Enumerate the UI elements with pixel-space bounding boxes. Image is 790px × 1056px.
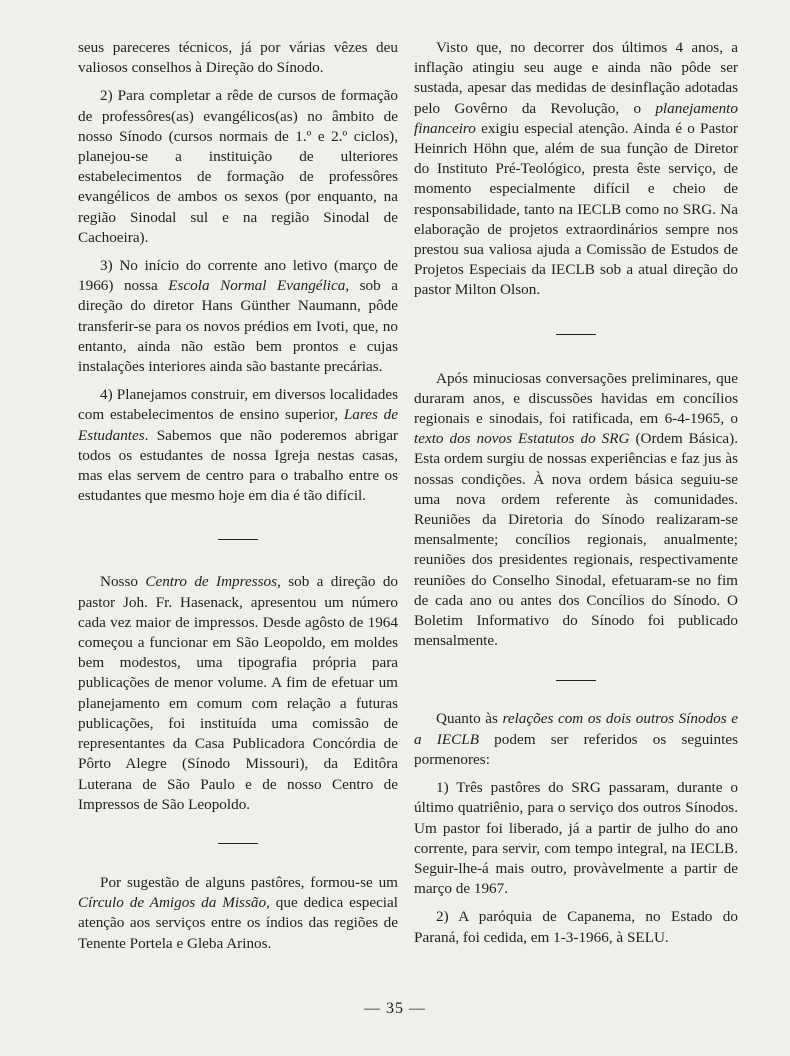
paragraph-escola-normal: 3) No início do corrente ano letivo (março de 1966) nossa Escola Normal Evangélica, sob a direção do diretor Hans Günther Naumann, pôde transferir-se para os novos prédios em Ivoti, que, no entanto, ainda não estão bem prontos e cujas instalações interiores ainda são bastante precárias. <box>78 257 398 376</box>
paragraph-pastors: 1) Três pastôres do SRG passaram, durante o último quatriênio, para o serviço dos outros Sínodos. Um pastor foi liberado, já a partir de julho do ano corrente, para servir, com tempo integral, na IECLB. Seguir-lhe-á mais outro, provàvelmente a partir de março de 1967. <box>414 779 738 898</box>
lares-title: Lares de Estudantes <box>78 406 398 444</box>
section-divider <box>78 815 398 873</box>
page-number: — 35 — <box>364 1000 426 1017</box>
left-column <box>78 38 398 954</box>
paragraph-statutes: Após minuciosas conversações preliminares, que duraram anos, e discussões havidas em concílios regionais e sinodais, foi ratificada, em 6-4-1965, o texto dos novos Estatutos do SRG (Ordem Básica). Esta ordem surgiu de nossas experiências e faz jus às nossas condições. À nova ordem básica seguiu-se uma nova ordem referente às comunidades. Reuniões da Diretoria do Sínodo realizaram-se mensalmente; concílios regionais, anualmente; reuniões dos presidentes regionais, respectivamente reuniões do Conselho Sinodal, efetuaram-se no fim de cada ano ou antes dos Concílios do Sínodo. O Boletim Informativo do Sínodo foi publicado mensalmente. <box>414 369 738 650</box>
section-divider <box>414 651 738 709</box>
section-divider <box>78 506 398 572</box>
paragraph-teacher-training: 2) Para completar a rêde de cursos de formação de professôres(as) evangélicos(as) no âmbito de nosso Sínodo (cursos normais de 1.º e 2.º ciclos), planejou-se a instituição de ulteriores estabelecimentos de formação de professôres evangélicos de ambos os sexos (por enquanto, na região Sinodal sul e na região Sinodal de Cachoeira). <box>78 87 398 246</box>
escola-normal-title: Escola Normal Evangélica <box>168 277 346 295</box>
right-column <box>414 38 738 948</box>
relacoes-title: relações com os dois outros Sínodos e a IECLB <box>414 710 738 748</box>
centro-title: Centro de Impressos <box>145 573 278 591</box>
circulo-title: Círculo de Amigos da Missão <box>78 894 267 912</box>
paragraph-relations: Quanto às relações com os dois outros Sínodos e a IECLB podem ser referidos os seguintes pormenores: <box>414 710 738 768</box>
paragraph-continuation: seus pareceres técnicos, já por várias vêzes deu valiosos conselhos à Direção do Sínodo. <box>78 39 398 77</box>
paragraph-financial-planning: Visto que, no decorrer dos últimos 4 anos, a inflação atingiu seu auge e ainda não pôde ser sustada, apesar das medidas de desinflação adotadas pelo Govêrno da Revolução, o planejamento financeiro exigiu especial atenção. Ainda é o Pastor Heinrich Höhn que, além de sua função de Diretor do Instituto Pré-Teológico, presta êste serviço, de momento especialmente difícil e cheio de responsabilidade, tanto na IECLB como no SRG. Na elaboração de projetos extraordinários sempre nos prestou sua valiosa ajuda a Comissão de Estudos de Projetos Especiais da IECLB sob a atual direção do pastor Milton Olson. <box>414 39 738 299</box>
paragraph-capanema: 2) A paróquia de Capanema, no Estado do Paraná, foi cedida, em 1-3-1966, à SELU. <box>414 908 738 946</box>
estatutos-title: texto dos novos Estatutos do SRG <box>414 430 630 448</box>
paragraph-student-homes: 4) Planejamos construir, em diversos localidades com estabelecimentos de ensino superior, Lares de Estudantes. Sabemos que não poderemos abrigar todos os estudantes de nossa Igreja nestas casas, mas elas servem de centro para o trabalho entre os estudantes que mesmo hoje em dia é tão difícil. <box>78 386 398 505</box>
section-divider <box>414 301 738 369</box>
planejamento-title: planejamento financeiro <box>414 99 738 137</box>
paragraph-print-center: Nosso Centro de Impressos, sob a direção do pastor Joh. Fr. Hasenack, apresentou um número cada vez maior de impressos. Desde agôsto de 1964 começou a funcionar em São Leopoldo, em moldes bem modestos, uma tipografia própria para publicações de menor volume. A fim de efetuar um planejamento em comum com relação a futuras publicações, foi instituída uma comissão de representantes da Casa Publicadora Concórdia de Pôrto Alegre (Sínodo Missouri), da Editôra Luterana de São Paulo e de nosso Centro de Impressos de São Leopoldo. <box>78 573 399 813</box>
paragraph-mission-friends: Por sugestão de alguns pastôres, formou-se um Círculo de Amigos da Missão, que dedica especial atenção aos serviços entre os índios das regiões de Tenente Portela e Gleba Arinos. <box>78 873 398 952</box>
